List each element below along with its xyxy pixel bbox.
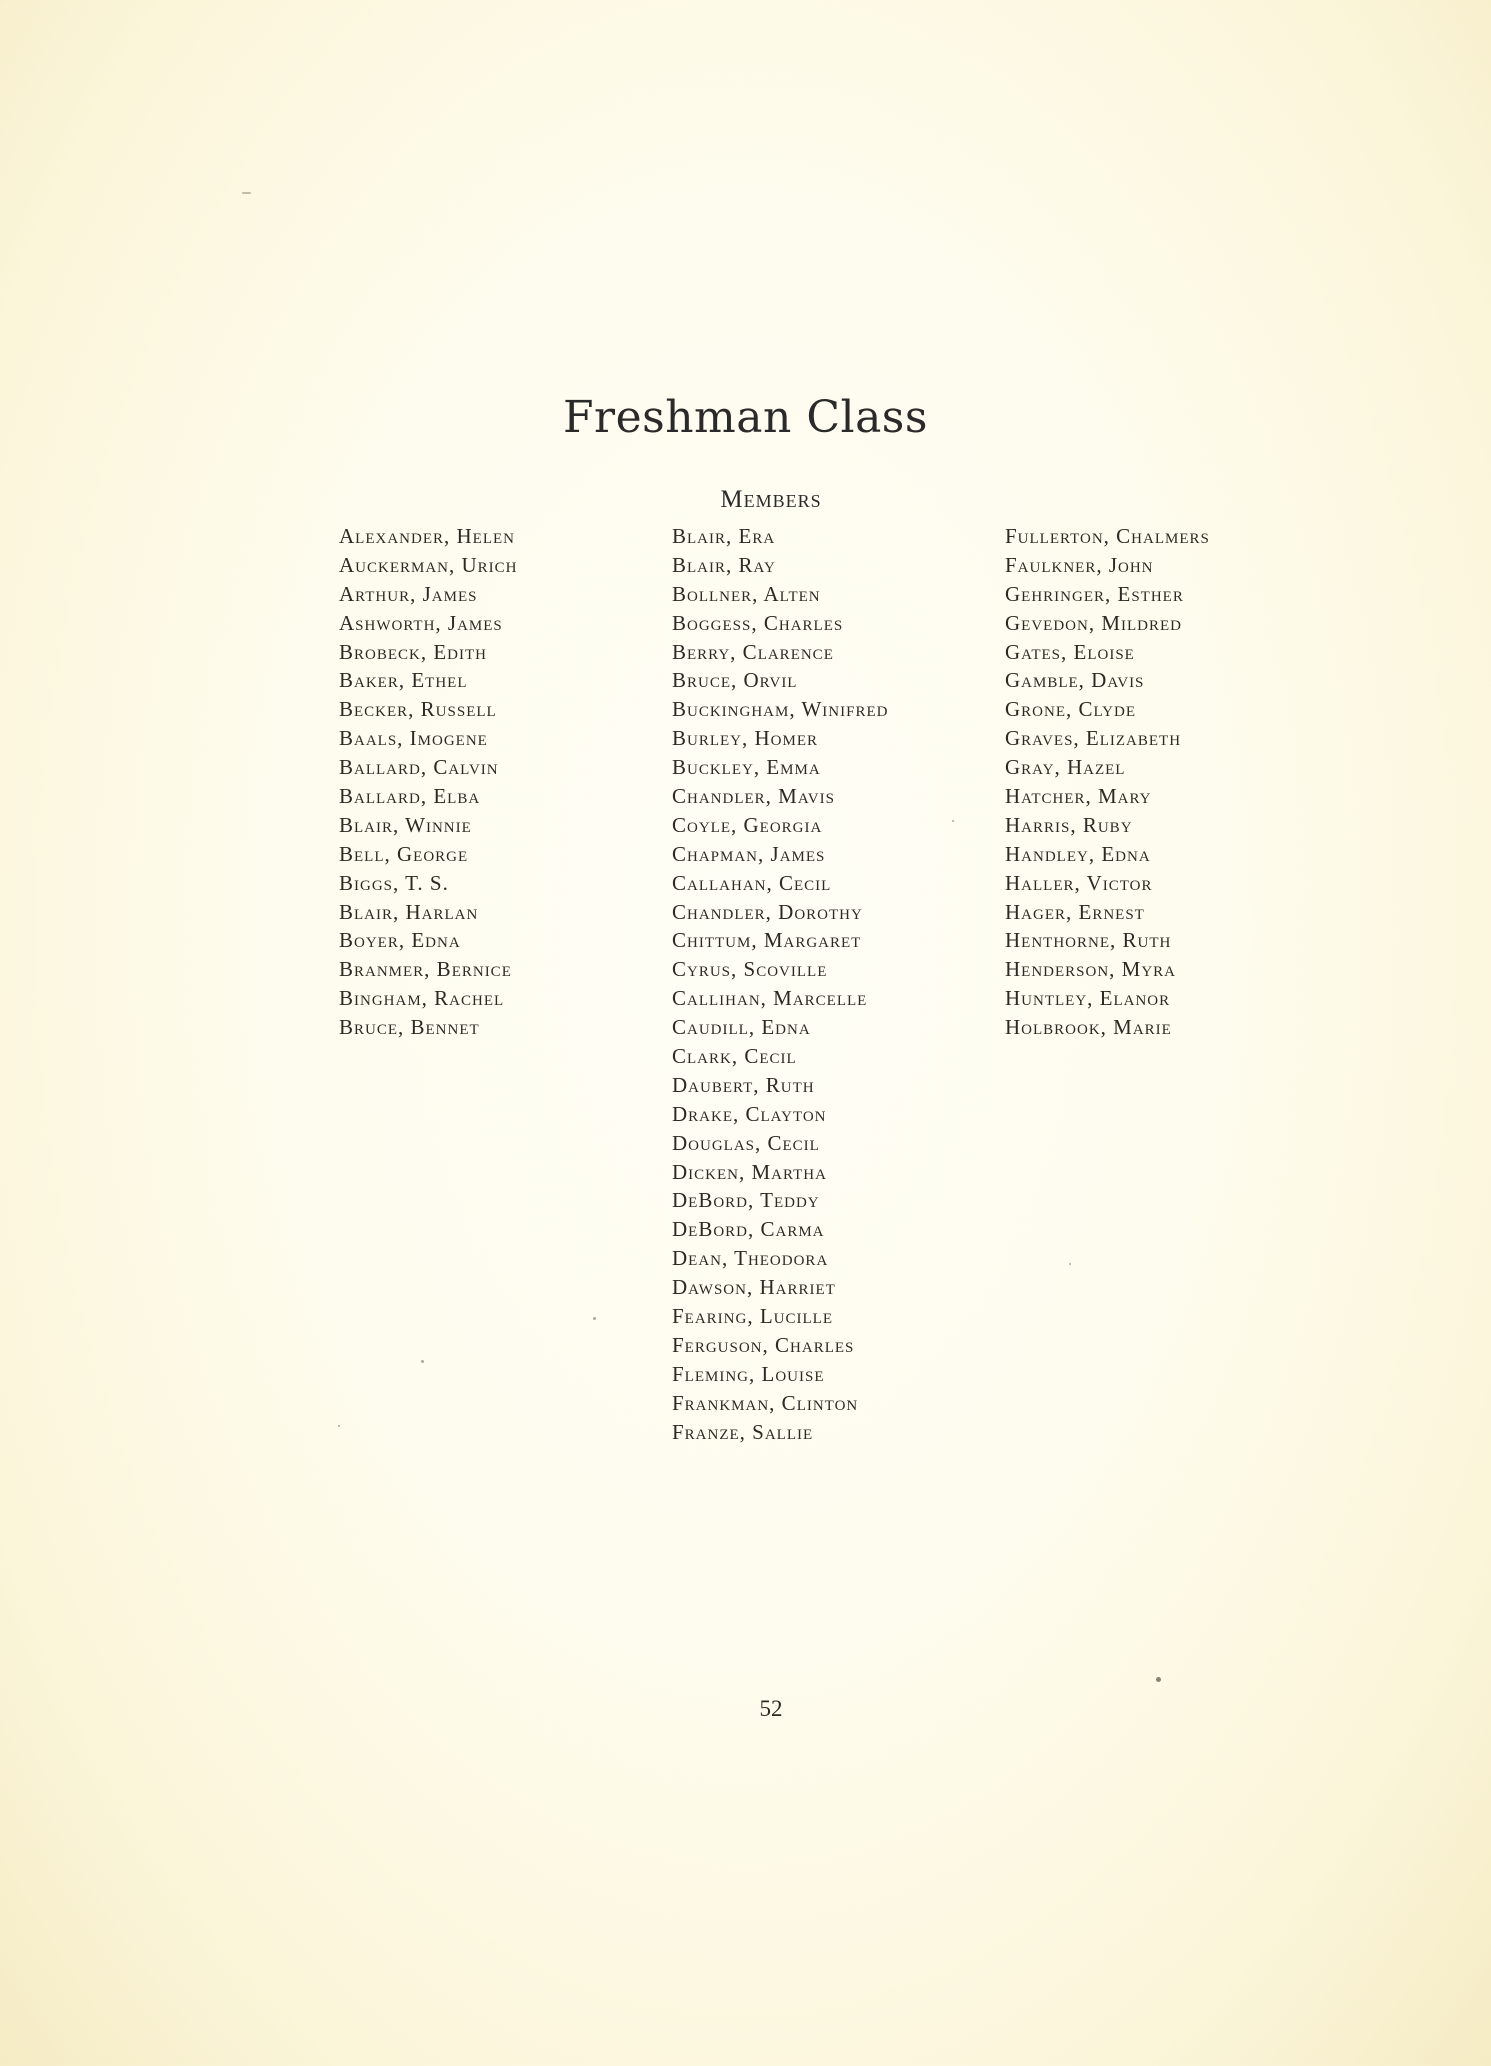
member-name: Coyle, Georgia [672,812,823,837]
member-name: Harris, Ruby [1005,812,1133,837]
member-name: Graves, Elizabeth [1005,726,1182,751]
member-name: Franze, Sallie [672,1419,814,1444]
member-name: Drake, Clayton [672,1101,827,1126]
member-name: Haller, Victor [1005,870,1153,895]
member-name: Fearing, Lucille [672,1304,833,1329]
member-name: Chandler, Dorothy [672,899,863,924]
member-name: Blair, Era [672,524,776,548]
paper-speck [421,1360,424,1363]
member-name: Hatcher, Mary [1005,784,1152,809]
member-name: Fleming, Louise [672,1361,825,1386]
member-name: Buckingham, Winifred [672,697,889,722]
paper-speck [242,192,251,194]
paper-speck [1156,1677,1161,1682]
member-name: Ballard, Elba [339,784,481,809]
member-name: Fullerton, Chalmers [1005,524,1210,548]
member-name: Becker, Russell [339,697,497,722]
member-name: Buckley, Emma [672,755,821,780]
member-name: Alexander, Helen [339,524,515,548]
member-name: Douglas, Cecil [672,1130,820,1155]
member-name: Callahan, Cecil [672,870,832,895]
member-name: Bell, George [339,841,469,866]
member-name: Dean, Theodora [672,1246,829,1271]
member-name: Henderson, Myra [1005,957,1177,982]
member-name: Dicken, Martha [672,1159,827,1184]
member-name: Ashworth, James [339,610,503,635]
member-name: Gehringer, Esther [1005,581,1184,606]
member-name: Gates, Eloise [1005,639,1135,664]
member-name: Huntley, Elanor [1005,986,1171,1011]
member-name: Brobeck, Edith [339,639,487,664]
member-name: Chittum, Margaret [672,928,862,953]
member-name: Grone, Clyde [1005,697,1136,722]
member-name: Chapman, James [672,841,826,866]
names-column-1 [339,522,518,1042]
member-name: Chandler, Mavis [672,784,835,809]
member-name: Faulkner, John [1005,552,1154,577]
names-column-2 [672,522,888,1447]
member-name: DeBord, Carma [672,1217,825,1242]
paper-speck [338,1425,340,1427]
member-name: Blair, Harlan [339,899,479,924]
member-name: Callihan, Marcelle [672,986,868,1011]
member-name: Auckerman, Urich [339,552,518,577]
section-subtitle: Members [720,486,822,513]
member-name: Daubert, Ruth [672,1072,815,1097]
member-name: Bruce, Bennet [339,1015,480,1040]
member-name: DeBord, Teddy [672,1188,820,1213]
member-name: Baker, Ethel [339,668,468,693]
member-name: Gevedon, Mildred [1005,610,1182,635]
member-name: Branmer, Bernice [339,957,512,982]
names-column-3 [1005,522,1210,1042]
member-name: Handley, Edna [1005,841,1151,866]
member-name: Berry, Clarence [672,639,834,664]
member-name: Hager, Ernest [1005,899,1145,924]
member-name: Ferguson, Charles [672,1332,855,1357]
member-name: Baals, Imogene [339,726,488,751]
member-name: Clark, Cecil [672,1044,797,1069]
member-name: Dawson, Harriet [672,1275,836,1300]
paper-speck [593,1317,596,1320]
paper-speck [952,820,954,822]
member-name: Frankman, Clinton [672,1390,859,1415]
member-name: Gamble, Davis [1005,668,1145,693]
member-name: Bingham, Rachel [339,986,505,1011]
member-name: Holbrook, Marie [1005,1015,1172,1040]
member-name: Boyer, Edna [339,928,461,953]
member-name: Blair, Ray [672,552,776,577]
member-name: Boggess, Charles [672,610,844,635]
member-name: Burley, Homer [672,726,819,751]
member-name: Cyrus, Scoville [672,957,828,982]
member-name: Caudill, Edna [672,1015,811,1040]
member-name: Bruce, Orvil [672,668,798,693]
member-name: Biggs, T. S. [339,870,449,895]
paper-speck [1069,1263,1071,1265]
page-title: Freshman Class [563,392,928,443]
member-name: Henthorne, Ruth [1005,928,1172,953]
member-name: Bollner, Alten [672,581,821,606]
page-number: 52 [759,1696,783,1721]
member-name: Arthur, James [339,581,478,606]
member-name: Gray, Hazel [1005,755,1126,780]
member-name: Blair, Winnie [339,812,472,837]
member-name: Ballard, Calvin [339,755,499,780]
